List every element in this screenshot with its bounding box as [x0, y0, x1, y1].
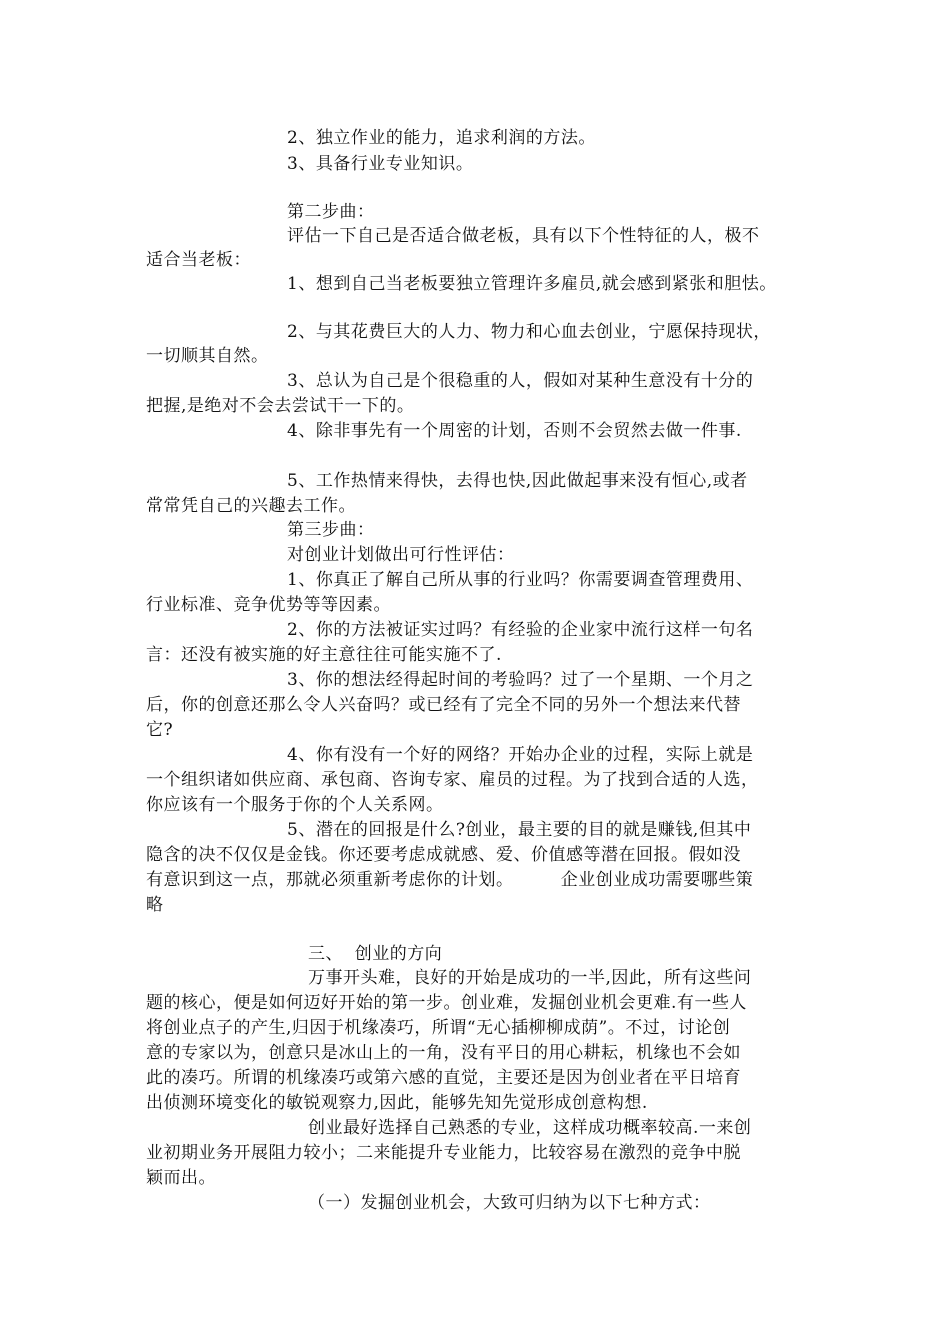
text-line: 它?: [146, 720, 174, 740]
text-line: 常常凭自己的兴趣去工作。: [146, 496, 356, 516]
text-line: 4、你有没有一个好的网络？开始办企业的过程，实际上就是: [287, 745, 754, 765]
text-line: 有意识到这一点，那就必须重新考虑你的计划。 企业创业成功需要哪些策: [146, 870, 754, 890]
text-line: 将创业点子的产生,归因于机缘凑巧，所谓“无心插柳柳成荫”。不过，讨论创: [146, 1018, 731, 1038]
text-line: 言：还没有被实施的好主意往往可能实施不了.: [146, 645, 502, 665]
text-line: 行业标准、竞争优势等等因素。: [146, 595, 391, 615]
text-line: 1、想到自己当老板要独立管理许多雇员,就会感到紧张和胆怯。: [287, 274, 777, 294]
section-heading: 三、 创业的方向: [308, 944, 443, 964]
text-line: 后，你的创意还那么令人兴奋吗？或已经有了完全不同的另外一个想法来代替: [146, 695, 741, 715]
text-line: 一个组织诸如供应商、承包商、咨询专家、雇员的过程。为了找到合适的人选，: [146, 770, 759, 790]
text-line: 万事开头难，良好的开始是成功的一半,因此，所有这些问: [308, 968, 752, 988]
text-line: 业初期业务开展阻力较小；二来能提升专业能力，比较容易在激烈的竞争中脱: [146, 1143, 741, 1163]
text-line: 5、工作热情来得快，去得也快,因此做起事来没有恒心,或者: [287, 471, 748, 491]
text-line: 评估一下自己是否适合做老板，具有以下个性特征的人，极不: [287, 226, 760, 246]
text-line: 颖而出。: [146, 1168, 216, 1188]
text-line: 创业最好选择自己熟悉的专业，这样成功概率较高.一来创: [308, 1118, 752, 1138]
text-line: 你应该有一个服务于你的个人关系网。: [146, 795, 444, 815]
text-line: 出侦测环境变化的敏锐观察力,因此，能够先知先觉形成创意构想.: [146, 1093, 648, 1113]
text-line: 对创业计划做出可行性评估：: [287, 545, 515, 565]
text-line: 把握,是绝对不会去尝试干一下的。: [146, 396, 415, 416]
text-line: 3、总认为自己是个很稳重的人，假如对某种生意没有十分的: [287, 371, 754, 391]
text-line: 3、你的想法经得起时间的考验吗？过了一个星期、一个月之: [287, 670, 754, 690]
text-line: 4、除非事先有一个周密的计划，否则不会贸然去做一件事.: [287, 421, 742, 441]
text-line: 2、你的方法被证实过吗？有经验的企业家中流行这样一句名: [287, 620, 754, 640]
text-line: 意的专家以为，创意只是冰山上的一角，没有平日的用心耕耘，机缘也不会如: [146, 1043, 741, 1063]
text-line: 略: [146, 895, 164, 915]
text-line: 5、潜在的回报是什么?创业，最主要的目的就是赚钱,但其中: [287, 820, 752, 840]
text-line: 2、与其花费巨大的人力、物力和心血去创业，宁愿保持现状，: [287, 322, 771, 342]
text-line: 题的核心，便是如何迈好开始的第一步。创业难，发掘创业机会更难.有一些人: [146, 993, 747, 1013]
text-line: 隐含的决不仅仅是金钱。你还要考虑成就感、爱、价值感等潜在回报。假如没: [146, 845, 741, 865]
text-line: 1、你真正了解自己所从事的行业吗？你需要调查管理费用、: [287, 570, 754, 590]
section-heading: 第三步曲：: [287, 520, 375, 540]
text-line: 适合当老板：: [146, 250, 251, 270]
text-line: 3、具备行业专业知识。: [287, 154, 474, 174]
text-line: 此的凑巧。所谓的机缘凑巧或第六感的直觉，主要还是因为创业者在平日培育: [146, 1068, 741, 1088]
text-line: 2、独立作业的能力，追求利润的方法。: [287, 128, 596, 148]
text-line: （一）发掘创业机会，大致可归纳为以下七种方式：: [308, 1193, 711, 1213]
text-line: 一切顺其自然。: [146, 346, 269, 366]
section-heading: 第二步曲：: [287, 202, 375, 222]
